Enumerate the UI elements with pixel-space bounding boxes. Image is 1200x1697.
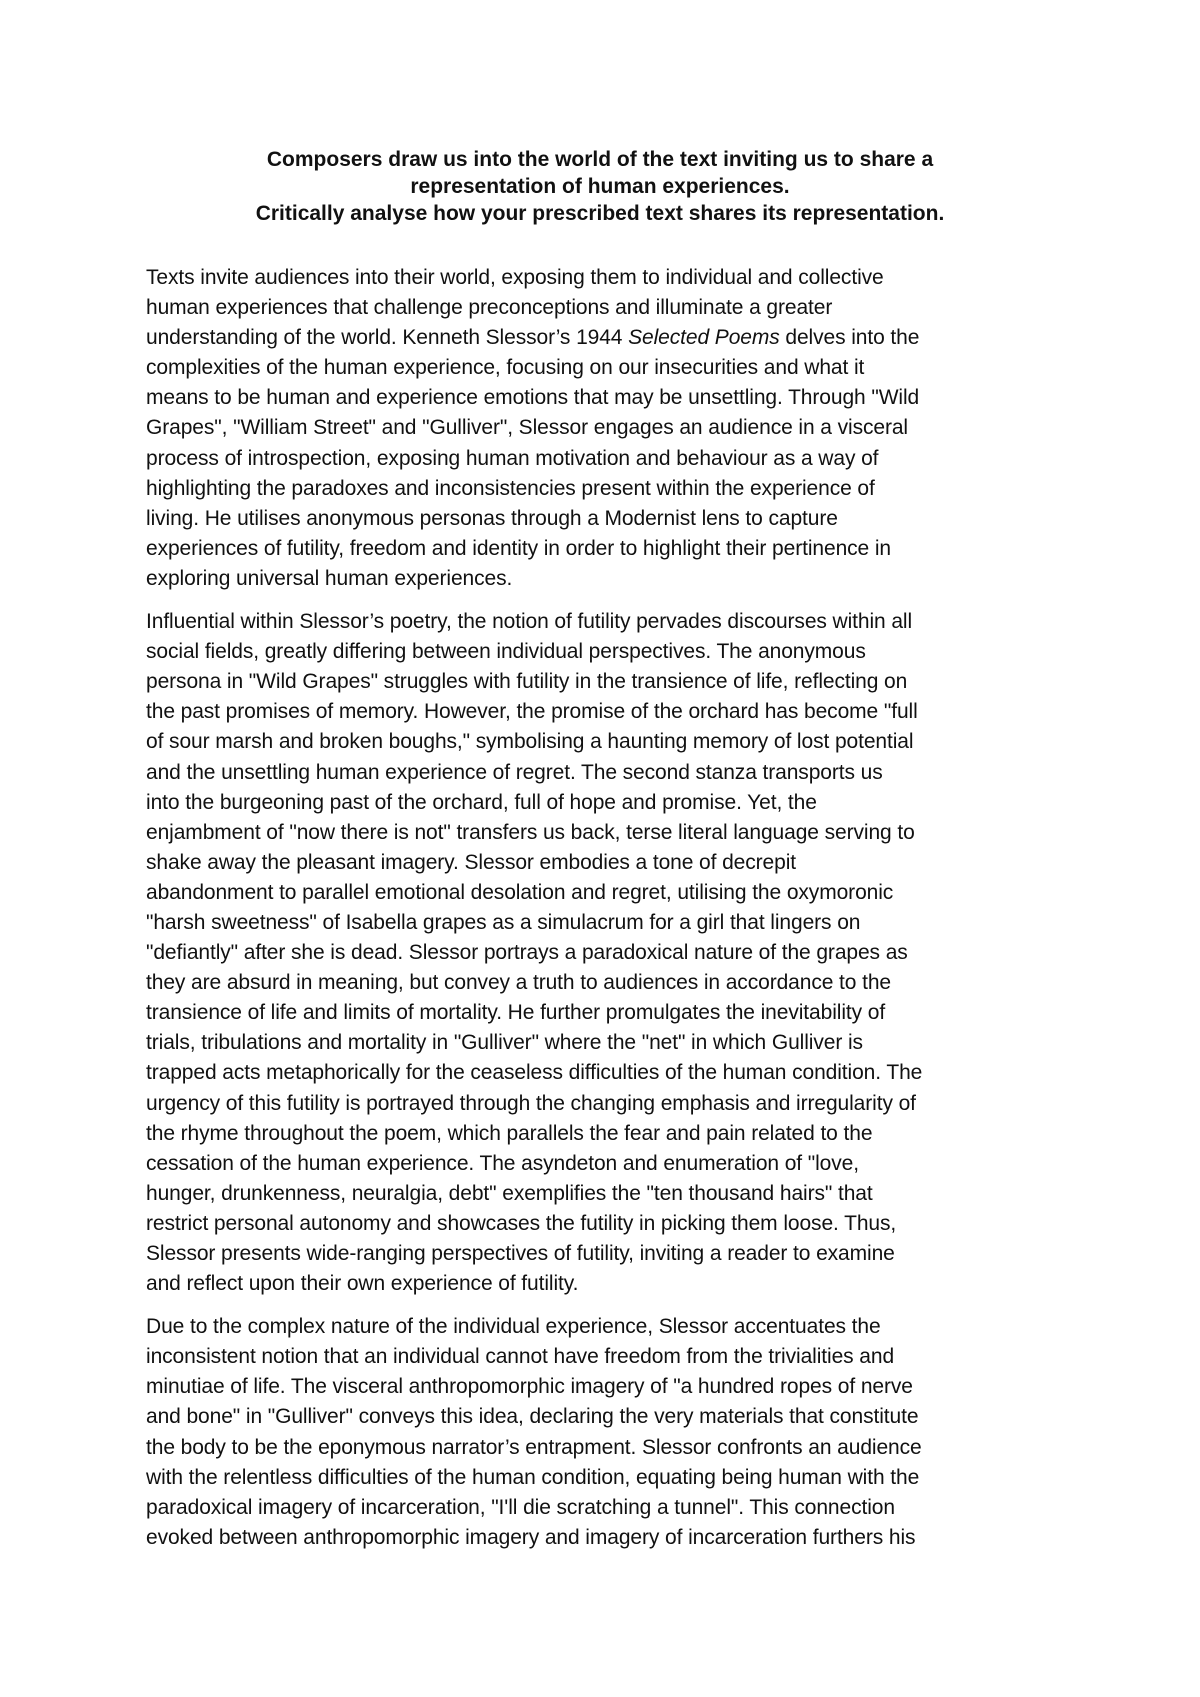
paragraph-line: cessation of the human experience. The asyndeton and enumeration of "love, [146,1151,859,1175]
paragraph-line: transience of life and limits of mortality. He further promulgates the inevitability of [146,1001,886,1025]
essay-body [146,263,1066,1566]
paragraph-line: experiences of futility, freedom and identity in order to highlight their pertinence in [146,536,892,560]
paragraph-line: the past promises of memory. However, the promise of the orchard has become "full [146,700,918,724]
paragraph-line: evoked between anthropomorphic imagery and imagery of incarceration furthers his [146,1525,916,1549]
paragraph-line: highlighting the paradoxes and inconsistencies present within the experience of [146,476,875,500]
paragraph-line: enjambment of "now there is not" transfers us back, terse literal language serving to [146,820,915,844]
essay-paragraph-1 [146,263,1066,594]
paragraph-line: and reflect upon their own experience of futility. [146,1272,579,1296]
paragraph-line: of sour marsh and broken boughs," symbolising a haunting memory of lost potential [146,730,914,754]
heading-line-2: representation of human experiences. [410,175,790,198]
paragraph-line: human experiences that challenge preconceptions and illuminate a greater [146,296,833,320]
paragraph-line: process of introspection, exposing human motivation and behaviour as a way of [146,446,879,470]
heading-line-1: Composers draw us into the world of the text inviting us to share a [266,148,934,171]
paragraph-line: into the burgeoning past of the orchard, full of hope and promise. Yet, the [146,790,817,814]
paragraph-line: Grapes", "William Street" and "Gulliver", Slessor engages an audience in a visceral [146,416,908,440]
paragraph-line: trials, tribulations and mortality in "Gulliver" where the "net" in which Gulliver is [146,1031,863,1055]
book-title: Selected Poems [628,326,780,350]
line-text: delves into the [779,326,920,350]
paragraph-line: urgency of this futility is portrayed through the changing emphasis and irregularity of [146,1091,916,1115]
paragraph-line: means to be human and experience emotions that may be unsettling. Through "Wild [146,386,920,410]
paragraph-line: abandonment to parallel emotional desolation and regret, utilising the oxymoronic [146,880,894,904]
paragraph-line [146,323,1066,353]
heading-line-3: Critically analyse how your prescribed text shares its representation. [255,202,945,225]
paragraph-line: social fields, greatly differing between individual perspectives. The anonymous [146,640,866,664]
essay-paragraph-3 [146,1312,1066,1553]
paragraph-line: minutiae of life. The visceral anthropomorphic imagery of "a hundred ropes of nerve [146,1375,913,1399]
essay-paragraph-2 [146,607,1066,1299]
essay-question-heading [140,146,1060,227]
paragraph-line: with the relentless difficulties of the human condition, equating being human with the [146,1465,920,1489]
paragraph-line: Due to the complex nature of the individual experience, Slessor accentuates the [146,1315,881,1339]
paragraph-line: paradoxical imagery of incarceration, "I'll die scratching a tunnel". This connection [146,1495,895,1519]
paragraph-line: the rhyme throughout the poem, which parallels the fear and pain related to the [146,1121,873,1145]
paragraph-line: and bone" in "Gulliver" conveys this idea, declaring the very materials that constitute [146,1405,919,1429]
paragraph-line: Slessor presents wide-ranging perspectives of futility, inviting a reader to examine [146,1242,895,1265]
paragraph-line: restrict personal autonomy and showcases the futility in picking them loose. Thus, [146,1211,897,1235]
paragraph-line: "harsh sweetness" of Isabella grapes as a simulacrum for a girl that lingers on [146,910,861,934]
paragraph-line: complexities of the human experience, focusing on our insecurities and what it [146,356,865,380]
paragraph-line: exploring universal human experiences. [146,566,513,590]
paragraph-line: living. He utilises anonymous personas through a Modernist lens to capture [146,506,838,530]
paragraph-line: persona in "Wild Grapes" struggles with futility in the transience of life, reflecting on [146,670,908,694]
paragraph-line: "defiantly" after she is dead. Slessor portrays a paradoxical nature of the grapes as [146,941,908,965]
paragraph-line: they are absurd in meaning, but convey a truth to audiences in accordance to the [146,971,891,995]
paragraph-line: trapped acts metaphorically for the ceaseless difficulties of the human condition. The [146,1061,923,1085]
paragraph-line: hunger, drunkenness, neuralgia, debt" exemplifies the "ten thousand hairs" that [146,1181,873,1205]
paragraph-line: Influential within Slessor’s poetry, the notion of futility pervades discourses within all [146,610,913,634]
paragraph-line: and the unsettling human experience of regret. The second stanza transports us [146,760,883,784]
line-text: understanding of the world. Kenneth Slessor’s 1944 [146,326,629,350]
paragraph-line: inconsistent notion that an individual cannot have freedom from the trivialities and [146,1345,895,1369]
paragraph-line: Texts invite audiences into their world, exposing them to individual and collective [146,266,884,289]
paragraph-line: the body to be the eponymous narrator’s entrapment. Slessor confronts an audience [146,1435,922,1459]
paragraph-line: shake away the pleasant imagery. Slessor embodies a tone of decrepit [146,850,797,874]
